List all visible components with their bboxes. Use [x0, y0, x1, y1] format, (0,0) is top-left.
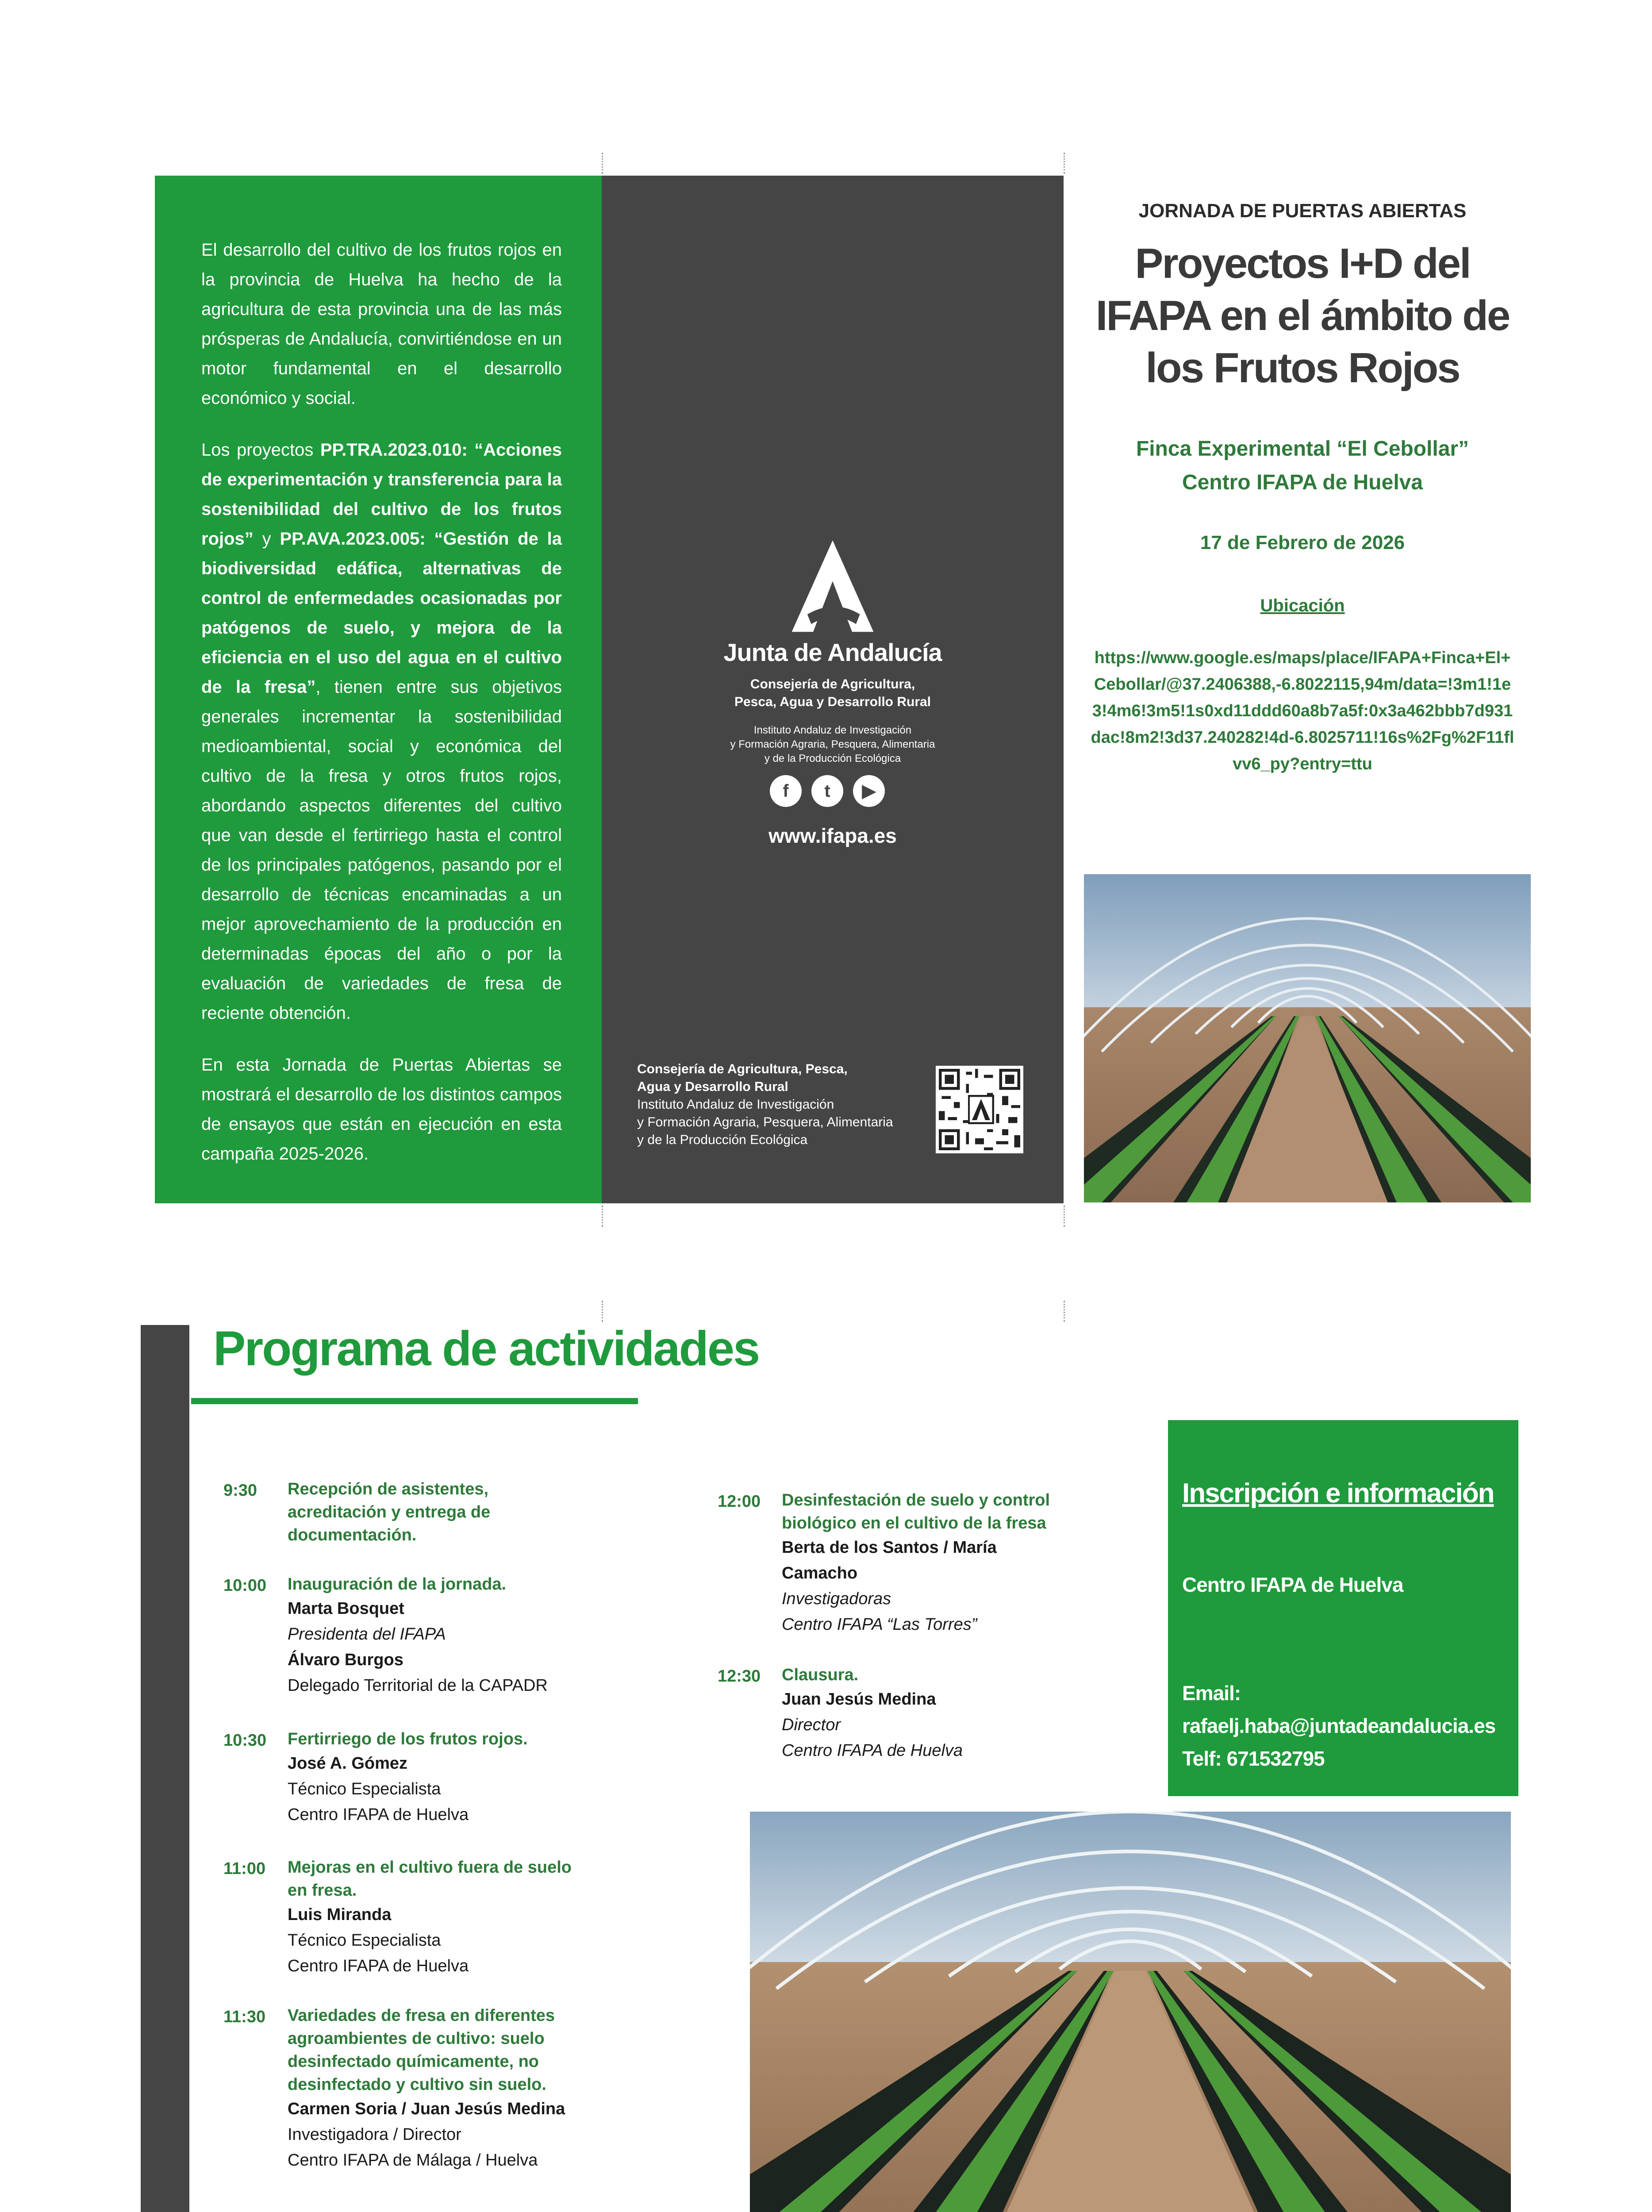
activity-title: Fertirriego de los frutos rojos.: [288, 1730, 528, 1748]
consejeria-name: Consejería de Agricultura, Pesca, Agua y Desarrollo Rural: [734, 677, 931, 709]
activity-time: 12:00: [718, 1492, 761, 1511]
speaker-name: Álvaro Burgos: [288, 1651, 403, 1669]
program-title-underline: [191, 1398, 638, 1404]
qr-code-icon[interactable]: [936, 1066, 1023, 1153]
social-links: [770, 775, 885, 807]
phone-number[interactable]: Telf: 671532795: [1182, 1747, 1325, 1770]
registration-contact: Email: rafaelj.haba@juntadeandalucia.es Telf: 671532795: [1182, 1677, 1495, 1775]
speaker-role: Investigadora / Director: [288, 2125, 461, 2144]
activity-title: Variedades de fresa en diferentes agroambientes de cultivo: suelo desinfectado químicamente, no desinfectado y cultivo sin suelo.: [288, 2006, 555, 2094]
fold-mark: [602, 153, 603, 174]
speaker-name: Marta Bosquet: [288, 1599, 404, 1618]
speaker-role: Técnico Especialista: [288, 1780, 441, 1798]
email-link[interactable]: rafaelj.haba@juntadeandalucia.es: [1182, 1714, 1496, 1737]
program-title: Programa de actividades: [213, 1321, 759, 1376]
registration-center: Centro IFAPA de Huelva: [1182, 1573, 1403, 1596]
youtube-icon[interactable]: ▶: [853, 775, 885, 807]
location-heading: Ubicación: [1260, 596, 1345, 615]
speaker-name: Camacho: [782, 1564, 858, 1582]
footer-consejeria: Consejería de Agricultura, Pesca, Agua y Desarrollo Rural Instituto Andaluz de Investigación y Formación Agraria, Pesquera, Alimentaria y de la Producción Ecológica: [637, 1062, 893, 1147]
speaker-center: Centro IFAPA de Huelva: [782, 1741, 963, 1760]
event-title: Proyectos I+D del IFAPA en el ámbito de los Frutos Rojos: [1095, 240, 1510, 392]
speaker-name: Carmen Soria / Juan Jesús Medina: [288, 2100, 565, 2118]
speaker-role: Delegado Territorial de la CAPADR: [288, 1676, 548, 1695]
twitter-icon[interactable]: t: [811, 775, 843, 807]
speaker-role: Técnico Especialista: [288, 1931, 441, 1950]
intro-panel: [155, 176, 602, 1203]
speaker-center: Centro IFAPA de Huelva: [288, 1957, 469, 1975]
activity-time: 11:00: [223, 1859, 266, 1878]
greenhouse-photo-large: [750, 1812, 1511, 2212]
activity-time: 9:30: [223, 1481, 257, 1500]
website-link[interactable]: www.ifapa.es: [768, 824, 897, 847]
event-venue: Finca Experimental “El Cebollar” Centro IFAPA de Huelva: [1136, 437, 1469, 494]
registration-title: Inscripción e información: [1182, 1478, 1494, 1509]
junta-name: Junta de Andalucía: [723, 638, 942, 666]
activity-title: Clausura.: [782, 1666, 859, 1684]
left-accent-bar: [141, 1325, 189, 2212]
event-date: 17 de Febrero de 2026: [1200, 532, 1405, 553]
activity-time: 10:00: [223, 1576, 267, 1595]
intro-paragraph-1: El desarrollo del cultivo de los frutos rojos en la provincia de Huelva ha hecho de la agricultura de esta provincia una de las más prósperas de Andalucía, convirtiéndose en un motor fundamental en el desarrollo económico y social.: [201, 240, 562, 408]
speaker-center: Centro IFAPA “Las Torres”: [782, 1615, 977, 1634]
fold-mark: [1064, 1301, 1065, 1322]
speaker-name: Luis Miranda: [288, 1905, 392, 1924]
intro-paragraph-2: Los proyectos PP.TRA.2023.010: “Acciones de experimentación y transferencia para la sostenibilidad del cultivo de los frutos rojos” y PP.AVA.2023.005: “Gestión de la biodiversidad edáfica, alternativas de control de enfermedades ocasionadas por patógenos de suelo, y mejora de la eficiencia en el uso del agua en el cultivo de la fresa”, tienen entre sus objetivos generales incrementar la sostenibilidad medioambiental, social y económica del cultivo de la fresa y otros frutos rojos, abordando aspectos diferentes del cultivo que van desde el fertirriego hasta el control de los principales patógenos, pasando por el desarrollo de técnicas encaminadas a un mejor aprovechamiento de la producción en determinadas épocas del año o por la evaluación de variedades de fresa de reciente obtención.: [201, 440, 562, 1023]
intro-paragraph-3: En esta Jornada de Puertas Abiertas se mostrará el desarrollo de los distintos campos de ensayos que están en ejecución en esta campaña 2025-2026.: [201, 1055, 562, 1164]
back-panel: [602, 176, 1064, 1203]
speaker-name: Berta de los Santos / María: [782, 1538, 997, 1557]
activity-title: Inauguración de la jornada.: [288, 1575, 507, 1594]
speaker-name: Juan Jesús Medina: [782, 1690, 936, 1709]
fold-mark: [1064, 153, 1065, 174]
location-link[interactable]: https://www.google.es/maps/place/IFAPA+Finca+El+Cebollar/@37.2406388,-6.8022115,94m/data=!3m1!1e3!4m6!3m5!1s0xd11ddd60a8b7a5f:0x3a462bbb7d931dac!8m2!3d37.240282!4d-6.8025711!16s%2Fg%2F11flvv6_py?entry=ttu: [1091, 649, 1514, 773]
instituto-name: Instituto Andaluz de Investigación y Formación Agraria, Pesquera, Alimentaria y de la Producción Ecológica: [730, 724, 935, 764]
speaker-center: Centro IFAPA de Huelva: [288, 1805, 469, 1824]
facebook-icon[interactable]: f: [770, 775, 802, 807]
activity-title: Desinfestación de suelo y control biológico en el cultivo de la fresa: [782, 1491, 1050, 1532]
fold-mark: [1064, 1206, 1065, 1227]
junta-andalucia-logo-icon: [784, 538, 881, 636]
speaker-role: Director: [782, 1716, 841, 1734]
event-kicker: JORNADA DE PUERTAS ABIERTAS: [1138, 200, 1467, 222]
speaker-center: Centro IFAPA de Málaga / Huelva: [288, 2151, 538, 2170]
activity-title: Recepción de asistentes, acreditación y entrega de documentación.: [288, 1480, 491, 1544]
registration-box: [1168, 1420, 1518, 1796]
speaker-role: Presidenta del IFAPA: [288, 1625, 446, 1644]
fold-mark: [602, 1206, 603, 1227]
intro-text: [201, 235, 562, 1191]
activity-time: 10:30: [223, 1731, 267, 1750]
activity-time: 12:30: [718, 1667, 761, 1686]
activity-title: Mejoras en el cultivo fuera de suelo en fresa.: [288, 1858, 572, 1900]
fold-mark: [602, 1301, 603, 1322]
greenhouse-photo: [1084, 874, 1531, 1202]
speaker-role: Investigadoras: [782, 1590, 891, 1608]
activity-time: 11:30: [223, 2008, 266, 2026]
speaker-name: José A. Gómez: [288, 1754, 408, 1773]
